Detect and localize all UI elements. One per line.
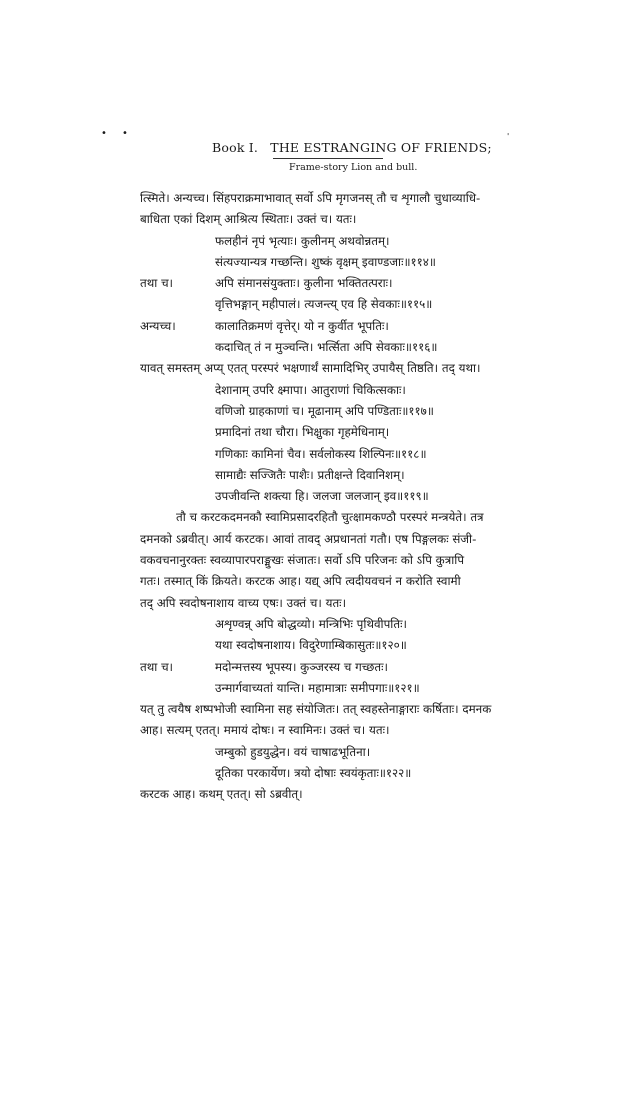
- header-rule: [273, 158, 383, 159]
- section-subtitle: Frame-story Lion and bull.: [289, 162, 418, 173]
- verse-intro-label: तथा च।: [140, 659, 174, 674]
- line-text: सामाद्यैः सज्जितैः पाशैः। प्रतीक्षन्ते दिवानिशम्।: [215, 467, 405, 482]
- line-text: यत् तु त्वयैष शष्पभोजी स्वामिना सह संयोजितः। तत् स्वहस्तेनाङ्गाराः कर्षिताः। दमनक: [140, 702, 492, 717]
- verse-line: [140, 763, 520, 784]
- line-text: फलहीनं नृपं भृत्याः। कुलीनम् अथवोन्नतम्।: [215, 233, 390, 248]
- verse-line: [140, 465, 520, 486]
- verse-line: [140, 380, 520, 401]
- verse-line: [140, 742, 520, 763]
- prose-line: [140, 209, 520, 230]
- book-number: Book I.: [212, 140, 259, 155]
- line-text: वकवचनानुरक्तः स्वव्यापारपराङ्मुखः संजातः। सर्वो ऽपि परिजनः को ऽपि कुत्रापि: [140, 553, 465, 568]
- prose-line: [140, 571, 520, 592]
- line-text: आह। सत्यम् एतत्। ममायं दोषः। न स्वामिनः। उक्तं च। यतः।: [140, 723, 390, 738]
- prose-line: [140, 529, 520, 550]
- prose-line: [140, 550, 520, 571]
- line-text: यथा स्वदोषनाशाय। विदुरेणाम्बिकासुतः॥१२०॥: [215, 638, 407, 653]
- prose-line: [140, 784, 520, 805]
- line-text: करटक आह। कथम् एतत्। सो ऽब्रवीत्।: [140, 787, 303, 802]
- speck-mark: •: [101, 128, 107, 139]
- line-text: वृत्तिभङ्गान् महीपालं। त्यजन्त्य् एव हि सेवकाः॥११५॥: [215, 297, 433, 312]
- line-text: जम्बुको हुडयुद्धेन। वयं चाषाढभूतिना।: [215, 744, 371, 759]
- line-text: उपजीवन्ति शक्त्या हि। जलजा जलजान् इव॥११९॥: [215, 489, 429, 504]
- prose-line: [140, 699, 520, 720]
- verse-line: [140, 337, 520, 358]
- verse-line: [140, 231, 520, 252]
- chapter-title: THE ESTRANGING OF FRIENDS;: [270, 140, 492, 155]
- verse-line: [140, 252, 520, 273]
- verse-line: [140, 294, 520, 315]
- sanskrit-text-body: [140, 188, 520, 806]
- line-text: तद् अपि स्वदोषनाशाय वाच्य एषः। उक्तं च। यतः।: [140, 595, 347, 610]
- verse-line: [140, 635, 520, 656]
- line-text: संत्यज्यान्यत्र गच्छन्ति। शुष्कं वृक्षम् इवाण्डजाः॥११४॥: [215, 254, 436, 269]
- prose-line: [140, 188, 520, 209]
- speck-mark: •: [122, 128, 128, 139]
- verse-line: [140, 486, 520, 507]
- line-text: प्रमादिनां तथा चौरा। भिक्षुका गृहमेधिनाम्।: [215, 425, 390, 440]
- line-text: कालातिक्रमणं वृत्तेर्। यो न कुर्वीत भूपतिः।: [215, 318, 389, 333]
- verse-line: [140, 273, 520, 294]
- line-text: अपि संमानसंयुक्ताः। कुलीना भक्तितत्पराः।: [215, 276, 393, 291]
- line-text: गतः। तस्मात् किं क्रियते। करटक आह। यद्य् अपि त्वदीयवचनं न करोति स्वामी: [140, 574, 461, 589]
- line-text: मदोन्मत्तस्य भूपस्य। कुञ्जरस्य च गच्छतः।: [215, 659, 388, 674]
- line-text: वणिजो ग्राहकाणां च। मूढानाम् अपि पण्डिताः॥११७॥: [215, 403, 434, 418]
- verse-line: [140, 678, 520, 699]
- prose-line: [140, 593, 520, 614]
- verse-line: [140, 316, 520, 337]
- verse-line: [140, 614, 520, 635]
- line-text: दूतिका परकार्येण। त्रयो दोषाः स्वयंकृताः॥१२२॥: [215, 766, 412, 781]
- line-text: दमनको ऽब्रवीत्। आर्य करटक। आवां तावद् अप्रधानतां गतौ। एष पिङ्गलकः संजी-: [140, 531, 477, 546]
- prose-line: [140, 507, 520, 528]
- line-text: उन्मार्गवाच्यतां यान्ति। महामात्राः समीपगाः॥१२१॥: [215, 680, 420, 695]
- line-text: अशृण्वन्न् अपि बोद्धव्यो। मन्त्रिभिः पृथिवीपतिः।: [215, 616, 407, 631]
- verse-line: [140, 401, 520, 422]
- line-text: देशानाम् उपरि क्ष्मापा। आतुराणां चिकित्सकाः।: [215, 382, 406, 397]
- line-text: तौ च करटकदमनकौ स्वामिप्रसादरहितौ चुत्क्षामकण्ठौ परस्परं मन्त्रयेते। तत्र: [176, 510, 484, 525]
- line-text: त्स्मिते। अन्यच्च। सिंहपराक्रमाभावात् सर्वो ऽपि मृगजनस् तौ च शृगालौ चुधाव्याधि-: [140, 191, 481, 205]
- line-text: बाधिता एकां दिशम् आश्रित्य स्थिताः। उक्तं च। यतः।: [140, 212, 357, 227]
- prose-line: [140, 358, 520, 379]
- verse-intro-label: अन्यच्च।: [140, 318, 176, 333]
- speck-mark: ': [507, 132, 510, 141]
- line-text: यावत् समस्तम् अप्य् एतत् परस्परं भक्षणार्थं सामादिभिर् उपायैस् तिष्ठति। तद् यथा।: [140, 361, 481, 376]
- verse-line: [140, 657, 520, 678]
- verse-intro-label: तथा च।: [140, 276, 174, 291]
- verse-line: [140, 444, 520, 465]
- line-text: गणिकाः कामिनां चैव। सर्वलोकस्य शिल्पिनः॥११८॥: [215, 446, 427, 461]
- prose-line: [140, 720, 520, 741]
- line-text: कदाचित् तं न मुञ्चन्ति। भर्त्सिता अपि सेवकाः॥११६॥: [215, 340, 438, 355]
- verse-line: [140, 422, 520, 443]
- running-header: [212, 140, 492, 155]
